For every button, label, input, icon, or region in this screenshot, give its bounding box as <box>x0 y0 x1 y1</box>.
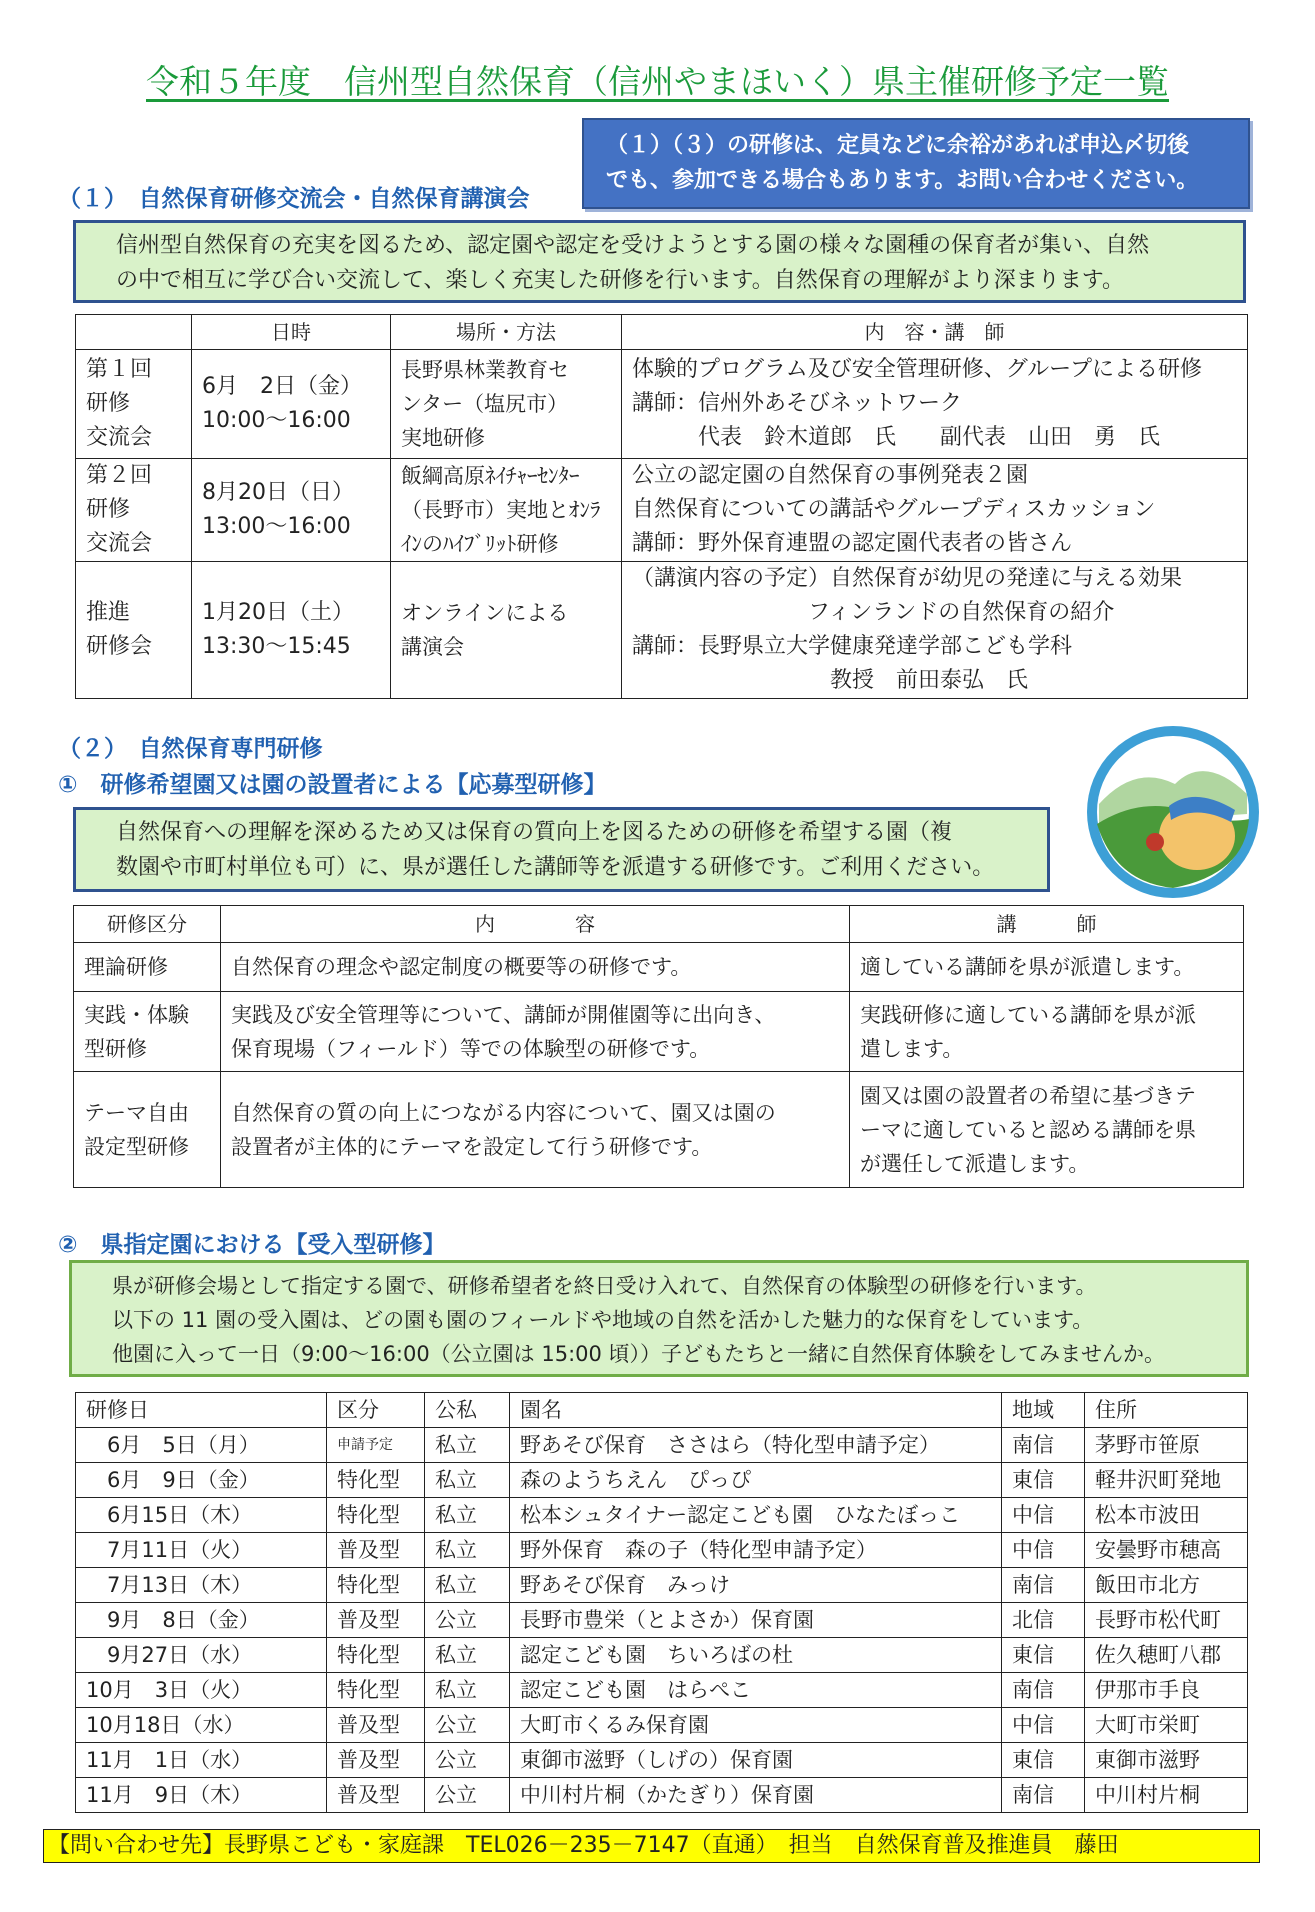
desc-line: 以下の 11 園の受入園は、どの園も園のフィールドや地域の自然を活かした魅力的な保育をしています。 <box>112 1308 1094 1332</box>
garden-name: 認定こども園 ちいろばの杜 <box>510 1638 1002 1673</box>
cell-line: 飯綱高原ﾈｲﾁｬｰｾﾝﾀｰ <box>401 464 580 488</box>
training-lecturer <box>850 992 1244 1072</box>
cell-line: 遣します。 <box>860 1036 964 1061</box>
public-private: 私立 <box>425 1428 510 1463</box>
region: 中信 <box>1002 1498 1085 1533</box>
cell-line: 自然保育についての講話やグループディスカッション <box>632 497 1156 522</box>
host-training-description <box>69 1260 1249 1377</box>
training-date: 9月27日（水） <box>76 1638 327 1673</box>
public-private: 公立 <box>425 1708 510 1743</box>
garden-name: 野あそび保育 ささはら（特化型申請予定） <box>510 1428 1002 1463</box>
section2-sub1-heading: ① 研修希望園又は園の設置者による【応募型研修】 <box>58 772 607 798</box>
col-header: 研修区分 <box>74 906 221 943</box>
table-row <box>74 943 1244 992</box>
session-content <box>622 562 1248 699</box>
table-row <box>74 992 1244 1072</box>
public-private: 私立 <box>425 1463 510 1498</box>
region: 中信 <box>1002 1708 1085 1743</box>
category: 申請予定 <box>327 1428 425 1463</box>
col-header <box>76 315 192 350</box>
exchange-meetings-table <box>75 314 1248 699</box>
cell-line: 教授 前田泰弘 氏 <box>632 668 1029 693</box>
desc-line: 数園や市町村単位も可）に、県が選任した講師等を派遣する研修です。ご利用ください。 <box>116 855 995 880</box>
section2-sub2-heading: ② 県指定園における【受入型研修】 <box>58 1232 446 1258</box>
public-private: 公立 <box>425 1603 510 1638</box>
training-type <box>74 992 221 1072</box>
session-place <box>391 350 622 459</box>
desc-line: 他園に入って一日（9:00～16:00（公立園は 15:00 頃））子どもたちと一緒に自然保育体験をしてみませんか。 <box>112 1342 1166 1366</box>
cell-line: 交流会 <box>86 531 153 556</box>
cell-line: 設置者が主体的にテーマを設定して行う研修です。 <box>231 1134 713 1159</box>
cell-line: フィンランドの自然保育の紹介 <box>632 600 1115 625</box>
session-name <box>76 350 192 459</box>
desc-line: 県が研修会場として指定する園で、研修希望者を終日受け入れて、自然保育の体験型の研修を行います。 <box>112 1274 1097 1298</box>
section2-description <box>73 807 1050 892</box>
host-gardens-table <box>75 1392 1248 1813</box>
cell-line: 8月20日（日） <box>202 480 354 505</box>
training-lecturer <box>850 1072 1244 1188</box>
category: 特化型 <box>327 1638 425 1673</box>
cell-line: 自然保育の理念や認定制度の概要等の研修です。 <box>231 955 692 979</box>
session-name <box>76 562 192 699</box>
cell-line: 自然保育の質の向上につながる内容について、園又は園の <box>231 1100 776 1125</box>
session-content <box>622 350 1248 459</box>
training-date: 9月 8日（金） <box>76 1603 327 1638</box>
table-row <box>76 1568 1248 1603</box>
cell-line: オンラインによる <box>401 601 569 625</box>
training-date: 10月 3日（火） <box>76 1673 327 1708</box>
col-header: 日時 <box>192 315 391 350</box>
category: 普及型 <box>327 1778 425 1813</box>
address: 飯田市北方 <box>1085 1568 1248 1603</box>
garden-name: 長野市豊栄（とよさか）保育園 <box>510 1603 1002 1638</box>
training-content <box>221 1072 850 1188</box>
session-place <box>391 459 622 562</box>
session-datetime <box>192 562 391 699</box>
session-datetime <box>192 350 391 459</box>
desc-line: 自然保育への理解を深めるため又は保育の質向上を図るための研修を希望する園（複 <box>116 820 953 845</box>
cell-line: 園又は園の設置者の希望に基づきテ <box>860 1083 1196 1108</box>
address: 軽井沢町発地 <box>1085 1463 1248 1498</box>
region: 中信 <box>1002 1533 1085 1568</box>
address: 長野市松代町 <box>1085 1603 1248 1638</box>
cell-line: 型研修 <box>84 1036 147 1061</box>
table-row <box>76 1428 1248 1463</box>
public-private: 公立 <box>425 1778 510 1813</box>
category: 普及型 <box>327 1603 425 1638</box>
cell-line: ｲﾝのﾊｲﾌﾞﾘｯﾄ研修 <box>401 532 559 556</box>
cell-line: 体験的プログラム及び安全管理研修、グループによる研修 <box>632 357 1203 382</box>
cell-line: 保育現場（フィールド）等での体験型の研修です。 <box>231 1036 711 1061</box>
category: 普及型 <box>327 1708 425 1743</box>
training-date: 6月15日（木） <box>76 1498 327 1533</box>
col-header: 内 容・講 師 <box>622 315 1248 350</box>
table-row <box>76 350 1248 459</box>
table-row <box>76 1603 1248 1638</box>
cell-line: 長野県林業教育セ <box>401 358 569 382</box>
region: 南信 <box>1002 1778 1085 1813</box>
cell-line: （長野市）実地とｵﾝﾗ <box>401 498 601 522</box>
col-header: 地域 <box>1002 1393 1085 1428</box>
cell-line: 6月 2日（金） <box>202 374 362 399</box>
cell-line: 1月20日（土） <box>202 600 354 625</box>
category: 普及型 <box>327 1743 425 1778</box>
cell-line: 研修会 <box>86 634 153 659</box>
col-header: 園名 <box>510 1393 1002 1428</box>
garden-name: 森のようちえん ぴっぴ <box>510 1463 1002 1498</box>
cell-line: 実践及び安全管理等について、講師が開催園等に出向き、 <box>231 1002 776 1027</box>
training-date: 7月13日（木） <box>76 1568 327 1603</box>
cell-line: 13:00～16:00 <box>202 514 351 539</box>
address: 安曇野市穂高 <box>1085 1533 1248 1568</box>
cell-line: 設定型研修 <box>84 1134 189 1159</box>
cell-line: が選任して派遣します。 <box>860 1151 1090 1176</box>
notice-callout <box>582 118 1250 209</box>
training-type <box>74 943 221 992</box>
col-header: 内 容 <box>221 906 850 943</box>
table-row <box>76 1708 1248 1743</box>
training-date: 10月18日（水） <box>76 1708 327 1743</box>
section1-heading: （１） 自然保育研修交流会・自然保育講演会 <box>58 186 530 212</box>
session-name <box>76 459 192 562</box>
contact-footer: 【問い合わせ先】長野県こども・家庭課 TEL026－235－7147（直通） 担当 自然保育普及推進員 藤田 <box>43 1829 1260 1863</box>
address: 大町市栄町 <box>1085 1708 1248 1743</box>
cell-line: 実践・体験 <box>84 1002 189 1027</box>
training-type <box>74 1072 221 1188</box>
table-row <box>76 562 1248 699</box>
cell-line: 理論研修 <box>84 955 168 979</box>
training-content <box>221 943 850 992</box>
table-row <box>76 1498 1248 1533</box>
session-content <box>622 459 1248 562</box>
training-date: 6月 5日（月） <box>76 1428 327 1463</box>
callout-line: でも、参加できる場合もあります。お問い合わせください。 <box>606 168 1199 193</box>
table-row <box>76 1533 1248 1568</box>
page-title: 令和５年度 信州型自然保育（信州やまほいく）県主催研修予定一覧 <box>146 62 1169 101</box>
cell-line: 公立の認定園の自然保育の事例発表２園 <box>632 463 1029 488</box>
training-date: 6月 9日（金） <box>76 1463 327 1498</box>
cell-line: 研修 <box>86 497 131 522</box>
application-training-table <box>73 905 1244 1188</box>
category: 特化型 <box>327 1498 425 1533</box>
region: 東信 <box>1002 1743 1085 1778</box>
address: 松本市波田 <box>1085 1498 1248 1533</box>
col-header: 住所 <box>1085 1393 1248 1428</box>
address: 伊那市手良 <box>1085 1673 1248 1708</box>
garden-name: 中川村片桐（かたぎり）保育園 <box>510 1778 1002 1813</box>
desc-line: の中で相互に学び合い交流して、楽しく充実した研修を行います。自然保育の理解がより深まります。 <box>116 268 1125 293</box>
public-private: 私立 <box>425 1498 510 1533</box>
cell-line: 10:00～16:00 <box>202 408 351 433</box>
region: 南信 <box>1002 1568 1085 1603</box>
cell-line: 第１回 <box>86 357 153 382</box>
table-row <box>76 1778 1248 1813</box>
col-header: 場所・方法 <box>391 315 622 350</box>
table-row <box>76 1638 1248 1673</box>
cell-line: 実地研修 <box>401 426 485 450</box>
category: 特化型 <box>327 1463 425 1498</box>
cell-line: 講師：長野県立大学健康発達学部こども学科 <box>632 634 1073 659</box>
cell-line: 13:30～15:45 <box>202 634 351 659</box>
col-header: 公私 <box>425 1393 510 1428</box>
address: 東御市滋野 <box>1085 1743 1248 1778</box>
category: 普及型 <box>327 1533 425 1568</box>
yamahoiku-logo <box>1085 724 1261 900</box>
section2-heading: （２） 自然保育専門研修 <box>58 736 323 762</box>
col-header: 区分 <box>327 1393 425 1428</box>
cell-line: 交流会 <box>86 425 153 450</box>
cell-line: ーマに適していると認める講師を県 <box>860 1117 1196 1142</box>
cell-line: 実践研修に適している講師を県が派 <box>860 1002 1196 1027</box>
garden-name: 大町市くるみ保育園 <box>510 1708 1002 1743</box>
garden-name: 認定こども園 はらぺこ <box>510 1673 1002 1708</box>
cell-line: 第２回 <box>86 463 153 488</box>
cell-line: （講演内容の予定）自然保育が幼児の発達に与える効果 <box>632 566 1183 591</box>
table-row <box>76 459 1248 562</box>
garden-name: 松本シュタイナー認定こども園 ひなたぼっこ <box>510 1498 1002 1533</box>
cell-line: 講師：信州外あそびネットワーク <box>632 391 963 416</box>
region: 東信 <box>1002 1463 1085 1498</box>
cell-line: 研修 <box>86 391 131 416</box>
table-row <box>76 1463 1248 1498</box>
region: 北信 <box>1002 1603 1085 1638</box>
training-date: 7月11日（火） <box>76 1533 327 1568</box>
address: 中川村片桐 <box>1085 1778 1248 1813</box>
cell-line: テーマ自由 <box>84 1100 189 1125</box>
public-private: 私立 <box>425 1568 510 1603</box>
table-row <box>76 1673 1248 1708</box>
garden-name: 野外保育 森の子（特化型申請予定） <box>510 1533 1002 1568</box>
public-private: 私立 <box>425 1638 510 1673</box>
callout-line: （１）（３）の研修は、定員などに余裕があれば申込〆切後 <box>606 133 1190 158</box>
garden-name: 東御市滋野（しげの）保育園 <box>510 1743 1002 1778</box>
address: 佐久穂町八郡 <box>1085 1638 1248 1673</box>
training-date: 11月 9日（木） <box>76 1778 327 1813</box>
public-private: 私立 <box>425 1533 510 1568</box>
cell-line: 講師：野外保育連盟の認定園代表者の皆さん <box>632 531 1073 556</box>
section1-description <box>73 220 1246 303</box>
cell-line: ンター（塩尻市） <box>401 392 569 416</box>
address: 茅野市笹原 <box>1085 1428 1248 1463</box>
training-content <box>221 992 850 1072</box>
table-row <box>74 1072 1244 1188</box>
region: 南信 <box>1002 1673 1085 1708</box>
public-private: 私立 <box>425 1673 510 1708</box>
training-date: 11月 1日（水） <box>76 1743 327 1778</box>
region: 南信 <box>1002 1428 1085 1463</box>
cell-line: 代表 鈴木道郎 氏 副代表 山田 勇 氏 <box>632 425 1161 450</box>
session-place <box>391 562 622 699</box>
region: 東信 <box>1002 1638 1085 1673</box>
table-row <box>76 1743 1248 1778</box>
col-header: 講 師 <box>850 906 1244 943</box>
cell-line: 適している講師を県が派遣します。 <box>860 955 1195 979</box>
category: 特化型 <box>327 1568 425 1603</box>
training-lecturer <box>850 943 1244 992</box>
garden-name: 野あそび保育 みっけ <box>510 1568 1002 1603</box>
col-header: 研修日 <box>76 1393 327 1428</box>
cell-line: 推進 <box>86 600 131 625</box>
desc-line: 信州型自然保育の充実を図るため、認定園や認定を受けようとする園の様々な園種の保育者が集い、自然 <box>116 233 1150 258</box>
public-private: 公立 <box>425 1743 510 1778</box>
cell-line: 講演会 <box>401 635 464 659</box>
category: 特化型 <box>327 1673 425 1708</box>
session-datetime <box>192 459 391 562</box>
